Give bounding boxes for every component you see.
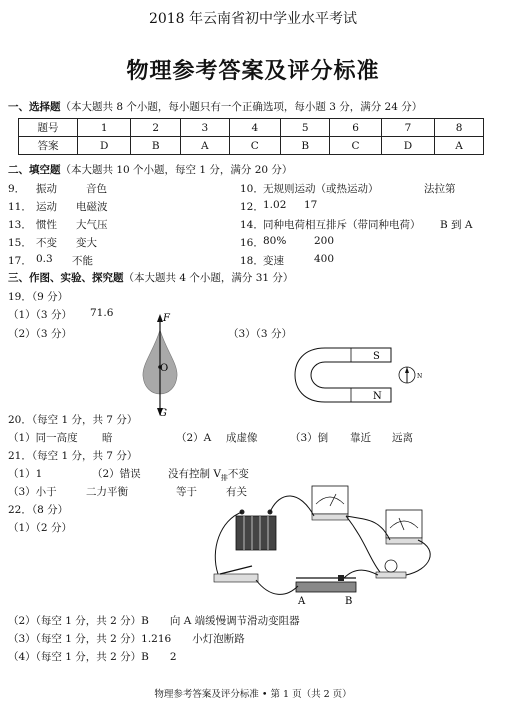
section2-heading: 二、填空题 — [8, 164, 61, 176]
answer-number: 16． — [240, 237, 264, 249]
answer-number: 10． — [240, 183, 264, 195]
table-cell: 4 — [229, 119, 280, 137]
q20-answer: 远离 — [392, 432, 413, 444]
table-cell: 2 — [131, 119, 180, 137]
rheostat-label-b: B — [345, 596, 353, 607]
q21-answer: 有关 — [226, 486, 247, 498]
answer-text: 200 — [314, 235, 335, 247]
answer-number: 14． — [240, 219, 264, 231]
horseshoe-magnet-diagram — [293, 340, 433, 410]
answer-number: 9． — [8, 183, 26, 195]
section1-note: （本大题共 8 个小题，每小题只有一个正确选项，每小题 3 分，满分 24 分） — [60, 101, 423, 113]
section3-heading: 三、作图、实验、探究题 — [8, 272, 124, 284]
q21-answer: 二力平衡 — [86, 486, 128, 498]
answer-text: 400 — [314, 253, 335, 265]
rheostat-icon — [296, 575, 356, 592]
q20-heading: 20．（每空 1 分，共 7 分） — [8, 414, 138, 426]
section1-heading-line — [8, 99, 422, 114]
answer-number: 17． — [8, 255, 32, 267]
table-cell: 题号 — [19, 119, 78, 137]
q20-answer: 暗 — [102, 432, 113, 444]
q22-2-answer: （2）（每空 1 分，共 2 分）B 向 A 端缓慢调节滑动变阻器 — [8, 615, 300, 627]
answer-number: 13． — [8, 219, 32, 231]
answer-text: 电磁波 — [76, 201, 108, 213]
table-cell: A — [435, 137, 484, 155]
q19-3-label: （3）（3 分） — [228, 328, 292, 340]
table-cell: B — [131, 137, 180, 155]
answer-number: 12． — [240, 201, 264, 213]
answer-text: 法拉第 — [424, 183, 456, 195]
table-cell: 答案 — [19, 137, 78, 155]
table-cell: 6 — [330, 119, 381, 137]
table-row — [19, 137, 484, 155]
q21-answer: 等于 — [176, 486, 197, 498]
q21-answer-text: 没有控制 V — [168, 468, 221, 480]
q21-answer: （3）小于 — [8, 486, 57, 498]
table-cell: C — [330, 137, 381, 155]
table-row — [19, 119, 484, 137]
q20-answer: 成虚像 — [226, 432, 258, 444]
table-cell: D — [78, 137, 131, 155]
q22-1-label: （1）（2 分） — [8, 522, 72, 534]
document-title: 物理参考答案及评分标准 — [126, 58, 380, 84]
answer-text: 运动 — [36, 201, 57, 213]
q21-answer-text: 不变 — [227, 468, 249, 480]
answer-text: 惯性 — [36, 219, 57, 231]
answer-text: 0.3 — [36, 253, 53, 265]
section2-heading-line — [8, 162, 292, 177]
gravity-label: G — [159, 408, 167, 419]
switch-icon — [214, 566, 258, 582]
q19-2-label: （2）（3 分） — [8, 328, 72, 340]
answer-number: 11． — [8, 201, 32, 213]
page-footer: 物理参考答案及评分标准 • 第 1 页（共 2 页） — [154, 689, 352, 700]
answer-number: 18． — [240, 255, 264, 267]
q20-answer: 靠近 — [350, 432, 371, 444]
table-cell: 3 — [180, 119, 229, 137]
section3-note: （本大题共 4 个小题，满分 31 分） — [123, 272, 294, 284]
answer-text: 变速 — [263, 255, 284, 267]
answer-table — [18, 118, 484, 155]
circuit-diagram — [200, 480, 450, 610]
battery-icon — [236, 510, 276, 551]
answer-text: 无规则运动（或热运动） — [263, 183, 379, 195]
q21-answer: （1）1 — [8, 468, 43, 480]
table-cell: 7 — [381, 119, 434, 137]
q20-answer: （2）A — [176, 432, 212, 444]
rheostat-label-a: A — [298, 596, 306, 607]
exam-title: 2018 年云南省初中学业水平考试 — [148, 11, 358, 27]
answer-text: 大气压 — [76, 219, 108, 231]
section3-heading-line — [8, 270, 293, 285]
q20-answer: （1）同一高度 — [8, 432, 78, 444]
voltmeter-icon — [386, 510, 422, 544]
answer-text: 同种电荷相互排斥（带同种电荷） — [263, 219, 421, 231]
force-diagram — [130, 312, 190, 420]
compass-n-label: N — [417, 373, 423, 380]
q19-1-label: （1）（3 分） — [8, 309, 72, 321]
table-cell: A — [180, 137, 229, 155]
section1-heading: 一、选择题 — [8, 101, 61, 113]
table-cell: 8 — [435, 119, 484, 137]
q21-answer: （2）错误 — [92, 468, 141, 480]
q21-subscript: 排 — [220, 474, 228, 483]
answer-text: 不变 — [36, 237, 57, 249]
center-label: O — [160, 363, 169, 374]
q22-4-answer: （4）（每空 1 分，共 2 分）B 2 — [8, 651, 177, 663]
q21-heading: 21．（每空 1 分，共 7 分） — [8, 450, 138, 462]
table-cell: C — [229, 137, 280, 155]
answer-text: 不能 — [72, 255, 93, 267]
ammeter-icon — [312, 486, 348, 520]
section2-note: （本大题共 10 个小题，每空 1 分，满分 20 分） — [60, 164, 293, 176]
q22-3-answer: （3）（每空 1 分，共 2 分）1.216 小灯泡断路 — [8, 633, 245, 645]
answer-number: 15． — [8, 237, 32, 249]
q20-answer: （3）倒 — [290, 432, 329, 444]
q19-1-answer: 71.6 — [90, 307, 114, 319]
answer-text: 变大 — [76, 237, 97, 249]
answer-text: 17 — [304, 199, 318, 211]
answer-text: 80% — [263, 235, 287, 247]
answer-text: 1.02 — [263, 199, 287, 211]
answer-text: 音色 — [86, 183, 107, 195]
answer-text: B 到 A — [440, 219, 473, 231]
answer-text: 振动 — [36, 183, 57, 195]
table-cell: 1 — [78, 119, 131, 137]
table-cell: B — [280, 137, 329, 155]
pole-label-s: S — [373, 351, 380, 362]
table-cell: D — [381, 137, 434, 155]
force-label: F — [163, 313, 170, 324]
q19-heading: 19．（9 分） — [8, 291, 69, 303]
table-cell: 5 — [280, 119, 329, 137]
lamp-icon — [376, 560, 406, 578]
q22-heading: 22．（8 分） — [8, 504, 69, 516]
pole-label-n: N — [373, 391, 382, 402]
